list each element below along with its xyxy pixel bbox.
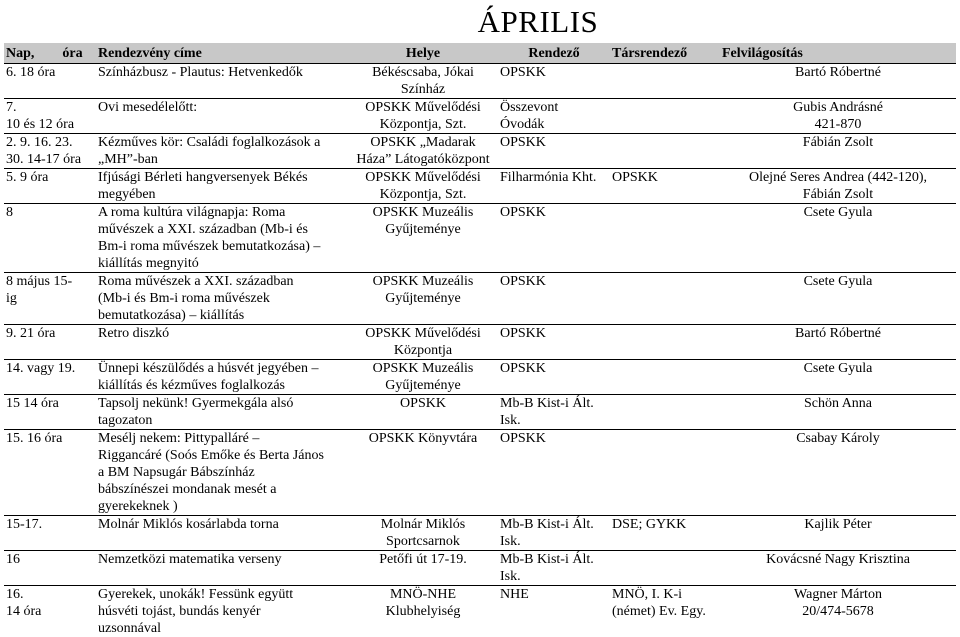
cell-felvilagositas: Wagner Márton 20/474-5678 xyxy=(794,587,882,619)
header-nap-ora: Nap, óra xyxy=(4,43,96,64)
table-row xyxy=(4,586,956,637)
cell-felvilagositas: Fábián Zsolt xyxy=(720,134,956,169)
table-row xyxy=(4,430,956,516)
cell-helye: Békéscsaba, Jókai Színház xyxy=(348,64,498,99)
cell-tarsrendezo: MNÖ, I. K-i (német) Ev. Egy. xyxy=(612,587,706,619)
header-tarsrendezo: Társrendező xyxy=(610,43,720,64)
table-row xyxy=(4,204,956,273)
cell-helye: OPSKK Muzeális Gyűjteménye xyxy=(348,273,498,325)
table-row xyxy=(4,360,956,395)
cell-rendezveny-cime: Ifjúsági Bérleti hangversenyek Békés megyében xyxy=(96,169,348,204)
cell-helye: OPSKK xyxy=(348,395,498,430)
cell-helye: Molnár Miklós Sportcsarnok xyxy=(348,516,498,551)
cell-felvilagositas: Kajlik Péter xyxy=(720,516,956,551)
cell-nap-ora: 15-17. xyxy=(4,516,96,551)
cell-rendezo: NHE xyxy=(500,587,529,602)
cell-rendezo: Mb-B Kist-i Ált. Isk. xyxy=(498,395,610,430)
cell-helye: OPSKK Könyvtára xyxy=(348,430,498,516)
cell-felvilagositas: Kovácsné Nagy Krisztina xyxy=(720,551,956,586)
cell-tarsrendezo xyxy=(610,99,720,134)
table-row xyxy=(4,516,956,551)
cell-nap-ora: 6. 18 óra xyxy=(4,64,96,99)
cell-tarsrendezo xyxy=(610,134,720,169)
cell-nap-ora: 8 május 15- ig xyxy=(4,273,96,325)
cell-rendezveny-cime: Retro diszkó xyxy=(96,325,348,360)
cell-nap-ora: 16. 14 óra xyxy=(6,587,42,619)
cell-felvilagositas: Olejné Seres Andrea (442-120), Fábián Zsolt xyxy=(720,169,956,204)
cell-rendezveny-cime: Színházbusz - Plautus: Hetvenkedők xyxy=(96,64,348,99)
cell-rendezo: OPSKK xyxy=(498,64,610,99)
cell-tarsrendezo xyxy=(610,360,720,395)
cell-rendezo: OPSKK xyxy=(498,325,610,360)
cell-rendezveny-cime: A roma kultúra világnapja: Roma művészek a XXI. században (Mb-i és Bm-i roma művészek bemutatkozása) – kiállítás megnyitó xyxy=(96,204,348,273)
cell-helye: Petőfi út 17-19. xyxy=(348,551,498,586)
cell-nap-ora: 16 xyxy=(4,551,96,586)
table-row xyxy=(4,169,956,204)
table-row xyxy=(4,551,956,586)
cell-rendezveny-cime: Roma művészek a XXI. században (Mb-i és Bm-i roma művészek bemutatkozása) – kiállítás xyxy=(96,273,348,325)
cell-rendezo: Filharmónia Kht. xyxy=(498,169,610,204)
table-header-row xyxy=(4,43,956,64)
cell-tarsrendezo xyxy=(610,273,720,325)
cell-tarsrendezo: OPSKK xyxy=(610,169,720,204)
table-row xyxy=(4,395,956,430)
header-felvilagositas: Felvilágosítás xyxy=(720,43,956,64)
cell-tarsrendezo: DSE; GYKK xyxy=(610,516,720,551)
cell-tarsrendezo xyxy=(610,325,720,360)
cell-rendezo: OPSKK xyxy=(498,204,610,273)
cell-rendezveny-cime: Molnár Miklós kosárlabda torna xyxy=(96,516,348,551)
cell-rendezveny-cime: Mesélj nekem: Pittypalláré – Riggancáré (Soós Emőke és Berta János a BM Napsugár Bábszínház bábszínészei mondanak mesét a gyerekeknek ) xyxy=(96,430,348,516)
cell-nap-ora: 2. 9. 16. 23. 30. 14-17 óra xyxy=(4,134,96,169)
cell-nap-ora: 5. 9 óra xyxy=(4,169,96,204)
cell-nap-ora: 9. 21 óra xyxy=(4,325,96,360)
cell-felvilagositas: Csete Gyula xyxy=(720,360,956,395)
cell-nap-ora: 7. 10 és 12 óra xyxy=(4,99,96,134)
cell-felvilagositas: Bartó Róbertné xyxy=(720,325,956,360)
cell-rendezveny-cime: Tapsolj nekünk! Gyermekgála alsó tagozaton xyxy=(96,395,348,430)
cell-helye: OPSKK Muzeális Gyűjteménye xyxy=(348,204,498,273)
cell-helye: OPSKK Művelődési Központja xyxy=(348,325,498,360)
cell-helye: OPSKK „Madarak Háza” Látogatóközpont xyxy=(348,134,498,169)
cell-rendezo: OPSKK xyxy=(498,134,610,169)
cell-rendezo: Összevont Óvodák xyxy=(498,99,610,134)
cell-nap-ora: 8 xyxy=(4,204,96,273)
cell-rendezo: OPSKK xyxy=(498,430,610,516)
cell-nap-ora: 14. vagy 19. xyxy=(4,360,96,395)
cell-felvilagositas: Csete Gyula xyxy=(720,273,956,325)
header-rendezo: Rendező xyxy=(498,43,610,64)
cell-tarsrendezo xyxy=(610,64,720,99)
table-row xyxy=(4,325,956,360)
cell-helye: OPSKK Művelődési Központja, Szt. xyxy=(348,169,498,204)
cell-rendezveny-cime: Ünnepi készülődés a húsvét jegyében – kiállítás és kézműves foglalkozás xyxy=(96,360,348,395)
cell-helye: MNÖ-NHE Klubhelyiség xyxy=(385,587,461,619)
cell-rendezveny-cime: Ovi mesedélelőtt: xyxy=(96,99,348,134)
cell-felvilagositas: Csabay Károly xyxy=(720,430,956,516)
cell-rendezo: Mb-B Kist-i Ált. Isk. xyxy=(498,551,610,586)
cell-rendezo: OPSKK xyxy=(498,273,610,325)
cell-felvilagositas: Csete Gyula xyxy=(720,204,956,273)
cell-tarsrendezo xyxy=(610,395,720,430)
cell-tarsrendezo xyxy=(610,430,720,516)
table-row xyxy=(4,64,956,99)
cell-helye: OPSKK Muzeális Gyűjteménye xyxy=(348,360,498,395)
cell-felvilagositas: Gubis Andrásné 421-870 xyxy=(720,99,956,134)
cell-rendezveny-cime: Gyerekek, unokák! Fessünk együtt húsvéti tojást, bundás kenyér uzsonnával xyxy=(98,587,294,636)
cell-nap-ora: 15. 16 óra xyxy=(4,430,96,516)
cell-rendezo: Mb-B Kist-i Ált. Isk. xyxy=(498,516,610,551)
cell-felvilagositas: Bartó Róbertné xyxy=(720,64,956,99)
cell-felvilagositas: Schön Anna xyxy=(720,395,956,430)
table-row xyxy=(4,273,956,325)
cell-tarsrendezo xyxy=(610,204,720,273)
table-row xyxy=(4,99,956,134)
cell-nap-ora: 15 14 óra xyxy=(4,395,96,430)
cell-helye: OPSKK Művelődési Központja, Szt. xyxy=(348,99,498,134)
cell-tarsrendezo xyxy=(610,551,720,586)
cell-rendezveny-cime: Nemzetközi matematika verseny xyxy=(96,551,348,586)
header-helye: Helye xyxy=(348,43,498,64)
header-rendezveny-cime: Rendezvény címe xyxy=(96,43,348,64)
events-table xyxy=(4,43,956,637)
page-title: ÁPRILIS xyxy=(477,4,599,39)
table-row xyxy=(4,134,956,169)
cell-rendezveny-cime: Kézműves kör: Családi foglalkozások a „MH”-ban xyxy=(96,134,348,169)
cell-rendezo: OPSKK xyxy=(498,360,610,395)
